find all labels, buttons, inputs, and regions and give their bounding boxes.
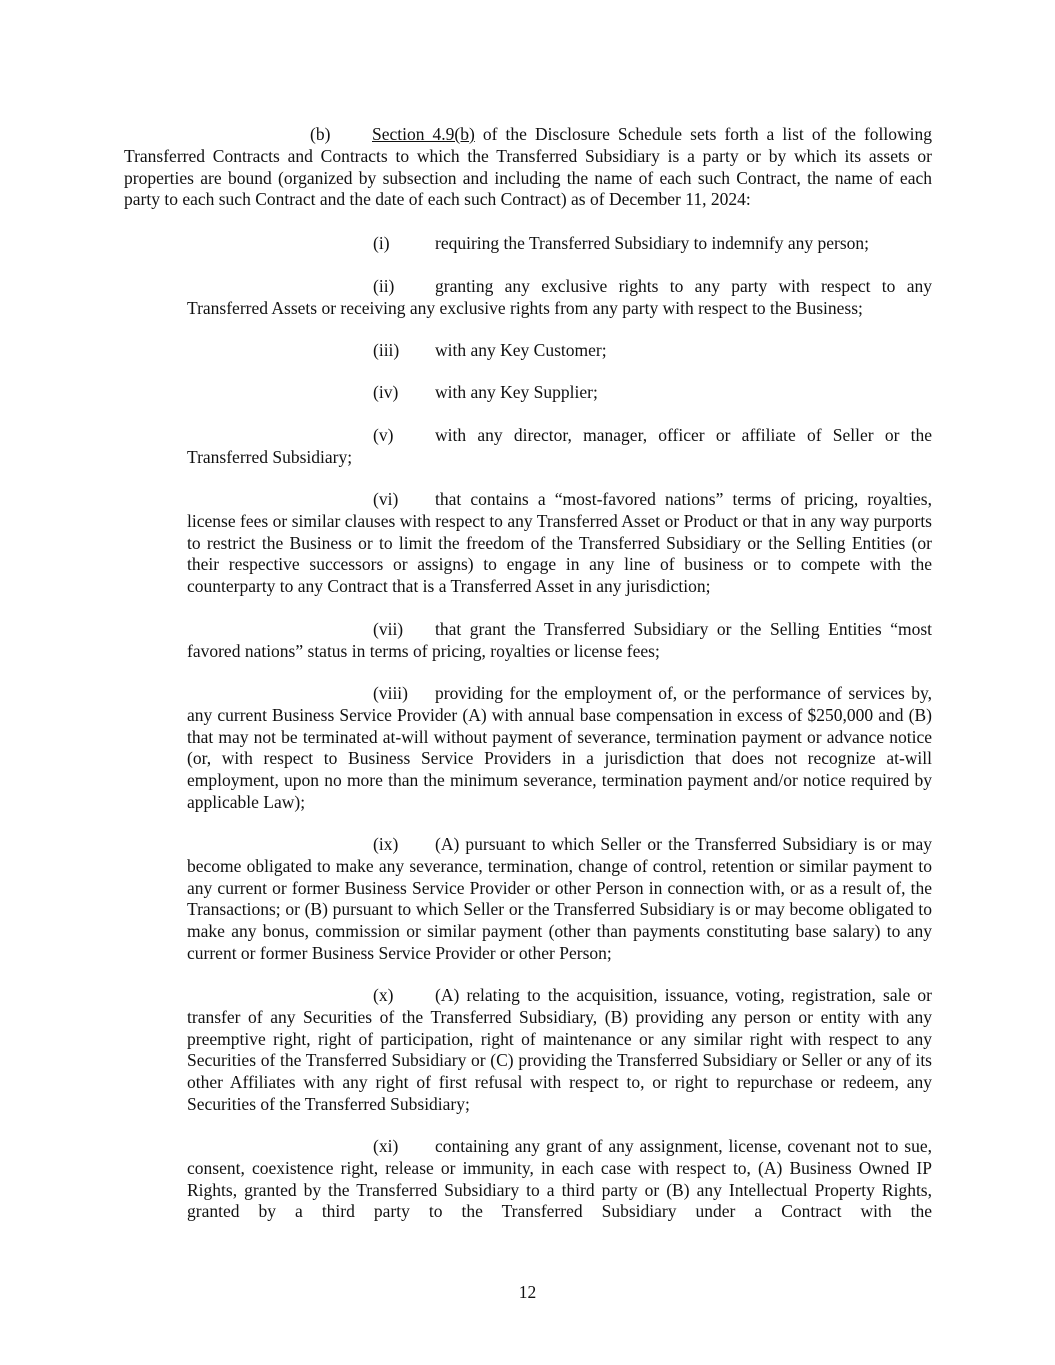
- item-text: (A) relating to the acquisition, issuance, voting, registration, sale or transfer of any Securities of the Transferred Subsidiary, (B) providing any person or entity with any preemptive right, right of participation, right of maintenance or any similar right with respect to any Securities of the Transferred Subsidiary or (C) providing the Transferred Subsidiary or Seller or any of its other Affiliates with any right of first refusal with respect to, or right to repurchase or redeem, any Securities of the Transferred Subsidiary;: [187, 985, 932, 1114]
- section-reference: Section 4.9(b): [372, 124, 475, 144]
- item-text: with any director, manager, officer or affiliate of Seller or the Transferred Subsidiary;: [187, 425, 932, 467]
- list-item-i: [187, 233, 932, 255]
- list-item-ii: [187, 276, 932, 320]
- item-marker: (iv): [373, 382, 399, 402]
- item-marker: (iii): [373, 340, 400, 360]
- item-marker: (v): [373, 425, 394, 445]
- item-text: with any Key Customer;: [435, 340, 607, 360]
- item-marker: (vi): [373, 489, 399, 509]
- item-marker: (viii): [373, 683, 408, 703]
- list-item-xi: [187, 1136, 932, 1223]
- list-item-vii: [187, 619, 932, 663]
- item-text: containing any grant of any assignment, license, covenant not to sue, consent, coexistence right, release or immunity, in each case with respect to, (A) Business Owned IP Rights, granted by the Transferred Subsidiary to a third party or (B) any Intellectual Property Rights, granted by a third party to the Transferred Subsidiary under a Contract with the: [187, 1136, 932, 1222]
- item-text: granting any exclusive rights to any party with respect to any Transferred Assets or receiving any exclusive rights from any party with respect to the Business;: [187, 276, 932, 318]
- item-marker: (x): [373, 985, 394, 1005]
- list-item-x: [187, 985, 932, 1116]
- list-item-iv: [187, 382, 932, 404]
- list-item-ix: [187, 834, 932, 965]
- item-marker: (vii): [373, 619, 404, 639]
- list-item-vi: [187, 489, 932, 598]
- item-text: that grant the Transferred Subsidiary or the Selling Entities “most favored nations” status in terms of pricing, royalties or license fees;: [187, 619, 932, 661]
- item-marker: (ii): [373, 276, 395, 296]
- page-number: 12: [518, 1282, 537, 1302]
- paragraph-b: [124, 124, 932, 211]
- list-item-iii: [187, 340, 932, 362]
- list-item-viii: [187, 683, 932, 814]
- item-marker: (i): [373, 233, 390, 253]
- paragraph-text: of the Disclosure Schedule sets forth a list of the following Transferred Contracts and Contracts to which the Transferred Subsidiary is a party or by which its assets or properties are bound (organized by subsection and including the name of each such Contract, the name of each party to each such Contract and the date of each such Contract) as of December 11, 2024:: [124, 124, 932, 210]
- item-marker: (xi): [373, 1136, 399, 1156]
- item-text: (A) pursuant to which Seller or the Transferred Subsidiary is or may become obligated to make any severance, termination, change of control, retention or similar payment to any current or former Business Service Provider or other Person in connection with, or as a result of, the Transactions; or (B) pursuant to which Seller or the Transferred Subsidiary is or may become obligated to make any bonus, commission or similar payment (other than payments constituting base salary) to any current or former Business Service Provider or other Person;: [187, 834, 932, 963]
- item-marker: (ix): [373, 834, 399, 854]
- paragraph-marker: (b): [310, 124, 331, 144]
- list-item-v: [187, 425, 932, 469]
- item-text: providing for the employment of, or the performance of services by, any current Business Service Provider (A) with annual base compensation in excess of $250,000 and (B) that may not be terminated at-will without payment of severance, termination payment or advance notice (or, with respect to Business Service Providers in a jurisdiction that does not recognize at-will employment, upon no more than the minimum severance, termination payment and/or notice required by applicable Law);: [187, 683, 932, 812]
- item-text: with any Key Supplier;: [435, 382, 598, 402]
- item-text: that contains a “most-favored nations” terms of pricing, royalties, license fees or similar clauses with respect to any Transferred Asset or Product or that in any way purports to restrict the Business or to limit the freedom of the Transferred Subsidiary or the Selling Entities (or their respective successors or assigns) to engage in any line of business or to compete with the counterparty to any Contract that is a Transferred Asset in any jurisdiction;: [187, 489, 932, 597]
- item-text: requiring the Transferred Subsidiary to indemnify any person;: [435, 233, 870, 253]
